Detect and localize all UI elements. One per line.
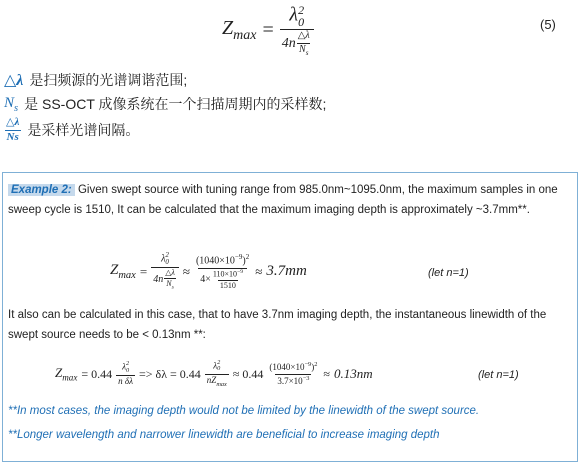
symbol-interval-fraction: $\frac{\triangle\lambda}{Ns}$ xyxy=(6,116,20,143)
example-paragraph-1: Example 2: Given swept source with tuning range from 985.0nm~1095.0nm, the maximum samples in one sweep cycle is 1510, It can be calculated that the maximum imaging depth is approximately ~3.7mm**. xyxy=(8,184,558,216)
formula-lhs: $Z_{max}$ xyxy=(222,16,257,43)
formula-equals: = xyxy=(262,18,274,41)
definition-text: 是扫频源的光谱调谐范围; xyxy=(29,72,188,88)
footnote-1: **In most cases, the imaging depth would not be limited by the linewidth of the swept source. xyxy=(8,405,480,417)
main-formula xyxy=(222,4,314,57)
footnote-2: **Longer wavelength and narrower linewidth are beneficial to increase imaging depth xyxy=(8,429,440,441)
symbol-delta-lambda: △λ xyxy=(4,72,24,89)
example-paragraph-2: It also can be calculated in this case, that to have 3.7nm imaging depth, the instantaneous linewidth of the swept source needs to be < 0.13nm **: xyxy=(8,309,547,341)
example-formula-1: $Z_{max}$ = λ 2 0 4n $\frac{\triangle\lambda}{N_s}$ ≈ $(1040\times 10^{-9})^2$ 4× $\frac{110\times 10^{-9}}{1510}$ ≈ 3.7mm xyxy=(110,251,307,291)
definition-text: 是 SS-OCT 成像系统在一个扫描周期内的采样数; xyxy=(24,96,327,112)
definition-interval xyxy=(4,117,139,143)
example-label: Example 2: xyxy=(8,184,75,196)
definition-samples xyxy=(4,94,326,114)
symbol-ns: $N_s$ xyxy=(4,94,19,114)
formula-numerator: λ 2 0 xyxy=(289,3,305,29)
formula-inner-fraction: $\frac{\triangle\lambda}{N_s}$ xyxy=(297,30,310,57)
let-n-note-1: (let n=1) xyxy=(428,267,469,279)
equation-number: (5) xyxy=(540,17,556,32)
definition-tuning-range xyxy=(4,70,187,90)
example-formula-2: $Z_{max}$ = 0.44 λ 2 0 n δλ => δλ = 0.44 λ 2 0 $nZ_{max}$ ≈ 0.44 $\frac{(1040\times 10^{-9})^2}{3.7\times 10^{-3}}$ ≈ 0.13nm xyxy=(55,359,373,388)
formula-fraction xyxy=(280,4,314,57)
let-n-note-2: (let n=1) xyxy=(478,369,519,381)
formula-denominator: 4n $\frac{\triangle\lambda}{N_s}$ xyxy=(280,29,314,57)
definition-text: 是采样光谱间隔。 xyxy=(27,122,140,139)
